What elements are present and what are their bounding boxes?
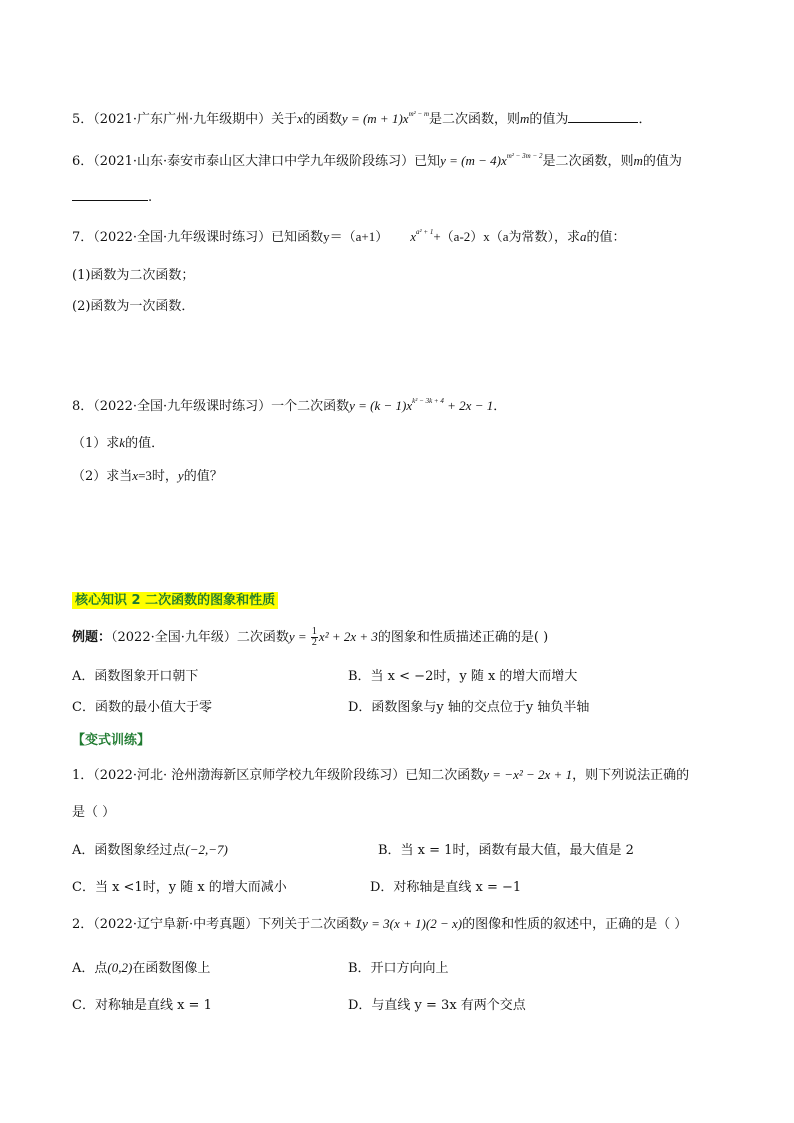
q8-sub2-mid: =3时， <box>138 468 178 483</box>
q8-formula-lhs: y = (k − 1)x <box>349 398 413 413</box>
q6-suffix2: 的值为 <box>642 154 682 169</box>
v2-option-a-pre: A．点 <box>72 961 108 976</box>
v1-suffix: ，则下列说法正确的 <box>572 768 690 783</box>
q8-sub1-var: k <box>119 435 126 450</box>
example-formula-rest: x² + 2x + 3 <box>318 629 378 644</box>
q7-var-a: a <box>580 229 587 244</box>
v2-prefix: 2．（2022·辽宁阜新·中考真题）下列关于二次函数 <box>72 917 363 932</box>
q7-formula-a: y＝（a+1） <box>323 229 389 244</box>
q5-formula-exp: m² − m <box>408 110 430 118</box>
q7-sub-2: (2)函数为一次函数． <box>72 299 195 314</box>
v2-option-a-end: 在函数图像上 <box>132 961 211 976</box>
q6-suffix: 是二次函数，则 <box>542 154 634 169</box>
q6-formula-lhs: y = <box>440 153 462 168</box>
q6-var-m: m <box>633 153 643 168</box>
q8-formula-exp: k² − 3k + 4 <box>412 397 444 405</box>
variant-training-label: 【变式训练】 <box>72 733 151 748</box>
v1-option-c[interactable]: C．当 x <1时，y 随 x 的增大而减小 <box>72 880 287 895</box>
v1-formula: y = −x² − 2x + 1 <box>483 767 573 782</box>
question-7 <box>72 226 626 245</box>
question-8 <box>72 395 506 414</box>
q5-mid: 的函数 <box>302 112 342 127</box>
example-label: 例题： <box>72 630 112 645</box>
q8-sub1-pre: （1）求 <box>72 436 120 451</box>
q5-answer-blank[interactable] <box>568 110 638 123</box>
example-question <box>72 626 548 648</box>
q5-formula-base: x <box>402 111 409 126</box>
q8-sub2-pre: （2）求当 <box>72 469 133 484</box>
q5-end: ． <box>638 112 652 127</box>
q5-var-m: m <box>520 111 530 126</box>
example-option-a[interactable]: A．函数图象开口朝下 <box>72 669 199 684</box>
q8-sub-1 <box>72 432 164 451</box>
variant-question-1 <box>72 764 689 783</box>
example-option-b[interactable]: B．当 x < −2时，y 随 x 的增大而增大 <box>348 669 578 684</box>
q6-prefix: 6．（2021·山东·泰安市泰山区大津口中学九年级阶段练习）已知 <box>72 154 441 169</box>
q6-formula-paren: (m − 4) <box>461 153 501 168</box>
question-6-line2 <box>72 188 152 205</box>
q8-end: ． <box>493 399 507 414</box>
example-suffix: 的图象和性质描述正确的是( ) <box>377 630 549 645</box>
v2-option-a-point: (0,2) <box>107 960 133 975</box>
fraction-denominator: 2 <box>311 637 317 648</box>
q8-prefix: 8．（2022·全国·九年级课时练习）一个二次函数 <box>72 399 350 414</box>
q7-formula-c: +（a-2）x（a为常数），求 <box>433 229 581 244</box>
q5-suffix2: 的值为 <box>529 112 569 127</box>
section-2-title: 核心知识 2 二次函数的图象和性质 <box>72 592 278 609</box>
v2-option-d[interactable]: D．与直线 y = 3x 有两个交点 <box>348 998 526 1013</box>
section-heading <box>72 589 278 608</box>
q7-prefix: 7．（2022·全国·九年级课时练习）已知函数 <box>72 230 324 245</box>
q5-formula-lhs: y = <box>341 111 363 126</box>
q6-answer-blank[interactable] <box>72 188 148 201</box>
example-fraction <box>311 627 318 648</box>
v1-option-a-point: (−2,−7) <box>185 842 228 857</box>
q7-sub-1: (1)函数为二次函数； <box>72 268 195 283</box>
q5-prefix: 5．（2021·广东广州·九年级期中）关于 <box>72 112 298 127</box>
q8-sub1-end: 的值． <box>125 436 165 451</box>
variant-question-2 <box>72 913 687 932</box>
example-prefix: （2022·全国·九年级）二次函数 <box>111 630 289 645</box>
q8-sub2-end: 的值？ <box>183 469 223 484</box>
v1-prefix: 1．（2022·河北· 沧州渤海新区京师学校九年级阶段练习）已知二次函数 <box>72 768 484 783</box>
v1-option-d[interactable]: D．对称轴是直线 x = −1 <box>370 880 522 895</box>
q8-formula-rest: + 2x − 1 <box>443 398 494 413</box>
question-5 <box>72 108 651 127</box>
v1-line2: 是（ ） <box>72 805 116 820</box>
q5-suffix: 是二次函数，则 <box>429 112 521 127</box>
v2-formula: y = 3(x + 1)(2 − x) <box>362 916 463 931</box>
question-6 <box>72 150 682 169</box>
v1-option-a[interactable] <box>72 839 228 858</box>
fraction-numerator: 1 <box>311 626 317 637</box>
q8-sub-2 <box>72 465 223 484</box>
q7-formula-b-exp: a² + 1 <box>416 228 434 236</box>
q6-formula-exp: m² − 3m − 2 <box>506 152 543 160</box>
v2-suffix: 的图像和性质的叙述中，正确的是（ ） <box>462 917 688 932</box>
v2-option-c[interactable]: C．对称轴是直线 x = 1 <box>72 998 212 1013</box>
example-option-c[interactable]: C．函数的最小值大于零 <box>72 700 212 715</box>
v1-option-b[interactable]: B．当 x = 1时，函数有最大值，最大值是 2 <box>378 843 634 858</box>
q5-var-x: x <box>297 111 303 126</box>
v2-option-a[interactable] <box>72 957 210 976</box>
q8-sub2-var: x <box>132 468 139 483</box>
q7-end: 的值： <box>586 230 626 245</box>
q6-end: . <box>148 190 153 205</box>
q7-formula-b: x <box>410 229 417 244</box>
v1-option-a-text: A．函数图象经过点 <box>72 843 186 858</box>
q5-formula-paren: (m + 1) <box>362 111 403 126</box>
example-option-d[interactable]: D．函数图象与y 轴的交点位于y 轴负半轴 <box>348 700 590 715</box>
example-formula-lhs: y = <box>288 629 310 644</box>
q8-sub2-var2: y <box>177 468 184 483</box>
v2-option-b[interactable]: B．开口方向向上 <box>348 961 449 976</box>
q6-formula-base: x <box>501 153 507 168</box>
